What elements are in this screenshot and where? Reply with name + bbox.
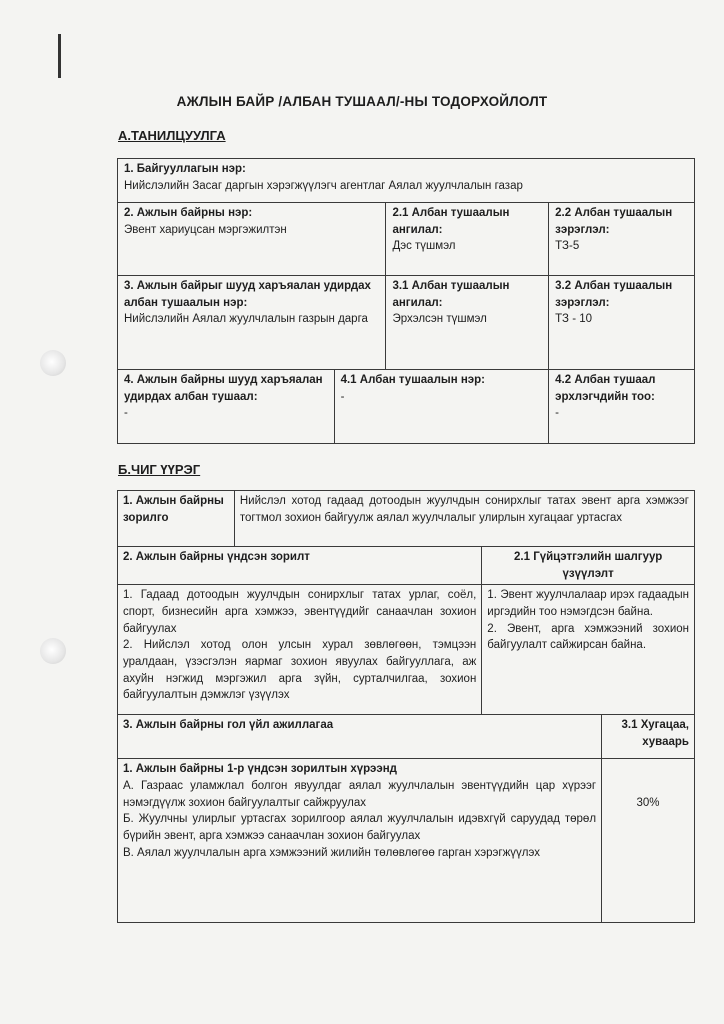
goal-item: 2. Нийслэл хотод олон улсын хурал зөвлөгөөн, тэмцээн уралдаан, үзэсгэлэн яармаг зохион явуулах байгууллага, аж ахуйн нэгжид мэргэжил арга зүйн, сурталчилгаа, зохион байгуулалтын дэмжлэг үзүүлэх — [123, 639, 477, 702]
document-title: АЖЛЫН БАЙР /АЛБАН ТУШААЛ/-НЫ ТОДОРХОЙЛОЛТ — [176, 94, 548, 109]
job-label: 2. Ажлын байрны нэр: — [124, 207, 253, 219]
punch-hole — [40, 638, 66, 664]
section-a-heading: А.ТАНИЛЦУУЛГА — [118, 128, 226, 143]
rank22-value: ТЗ-5 — [555, 240, 580, 253]
binder-mark — [58, 34, 61, 78]
org-label: 1. Байгууллагын нэр: — [124, 163, 246, 175]
criteria-label: 2.1 Гүйцэтгэлийн шалгуур үзүүлэлт — [482, 547, 695, 585]
count42-label: 4.2 Албан тушаал эрхлэгчдийн тоо: — [555, 374, 656, 403]
rank22-label: 2.2 Албан тушаалын зэрэглэл: — [555, 207, 673, 236]
time-label: 3.1 Хугацаа, хуваарь — [602, 715, 695, 759]
org-value: Нийслэлийн Засаг даргын хэрэгжүүлэгч агентлаг Аялал жуулчлалын газар — [124, 179, 523, 192]
rank22-cell — [549, 203, 695, 276]
activity-cell — [118, 759, 602, 923]
sub-value: - — [124, 407, 128, 420]
time-cell — [602, 759, 695, 923]
intro-table — [117, 158, 695, 444]
cat21-value: Дэс түшмэл — [392, 240, 456, 253]
purpose-value: Нийслэл хотод гадаад дотоодын жуулчдын сонирхлыг татах эвент арга хэмжээг тогтмол зохион байгуулж аялал жуулчлалыг улирлын хугацааг уртасгах — [234, 491, 694, 547]
punch-hole — [40, 350, 66, 376]
sub-cell — [118, 370, 335, 444]
pos41-cell — [334, 370, 549, 444]
pos41-label: 4.1 Албан тушаалын нэр: — [340, 374, 485, 386]
goals-cell — [118, 585, 482, 715]
sup-cell — [118, 276, 386, 370]
criteria-item: 2. Эвент, арга хэмжээний зохион байгуулалт сайжирсан байна. — [487, 622, 689, 652]
duties-table — [117, 490, 695, 923]
activity-item: В. Аялал жуулчлалын арга хэмжээний жилийн төлөвлөгөө гарган хэрэгжүүлэх — [123, 846, 540, 859]
cat31-cell — [386, 276, 549, 370]
time-value: 30% — [636, 797, 660, 810]
activity-label: 3. Ажлын байрны гол үйл ажиллагаа — [118, 715, 602, 759]
job-value: Эвент хариуцсан мэргэжилтэн — [124, 223, 287, 236]
rank32-value: ТЗ - 10 — [555, 313, 593, 326]
cat21-label: 2.1 Албан тушаалын ангилал: — [392, 207, 510, 236]
goal-item: 1. Гадаад дотоодын жуулчдын сонирхлыг татах урлаг, соёл, спорт, бизнесийн арга хэмжээ, эвентүүдийг санаачлан зохион байгуулах — [123, 589, 477, 635]
pos41-value: - — [340, 390, 345, 403]
org-cell — [118, 159, 695, 203]
count42-cell — [549, 370, 695, 444]
cat21-cell — [386, 203, 549, 276]
activity-item: А. Газраас уламжлал болгон явуулдаг аялал жуулчлалын эвентүүдийн цар хүрээг нэмэгдүүлж зохион байгуулалтыг сайжруулах — [123, 780, 597, 809]
sup-value: Нийслэлийн Аялал жуулчлалын газрын дарга — [124, 313, 368, 326]
cat31-value: Эрхэлсэн түшмэл — [392, 313, 487, 326]
sup-label: 3. Ажлын байрыг шууд харъяалан удирдах албан тушаалын нэр: — [124, 280, 371, 309]
section-b-heading: Б.ЧИГ ҮҮРЭГ — [118, 462, 201, 477]
count42-value: - — [555, 407, 559, 420]
sub-label: 4. Ажлын байрны шууд харъяалан удирдах албан тушаал: — [124, 374, 323, 403]
criteria-item: 1. Эвент жуулчлалаар ирэх гадаадын иргэдийн тоо нэмэгдсэн байна. — [487, 589, 689, 619]
goal-label: 2. Ажлын байрны үндсэн зорилт — [118, 547, 482, 585]
activity-item: Б. Жуулчны улирлыг уртасгах зорилгоор аялал жуулчлалын идэвхгүй саруудад төрөл бүрийн эвент, арга хэмжээ санаачлан зохион байгуулах — [123, 813, 597, 843]
cat31-label: 3.1 Албан тушаалын ангилал: — [392, 280, 510, 309]
rank32-label: 3.2 Албан тушаалын зэрэглэл: — [555, 280, 673, 309]
activity-subheading: 1. Ажлын байрны 1-р үндсэн зорилтын хүрээнд — [123, 763, 397, 776]
purpose-label: 1. Ажлын байрны зорилго — [118, 491, 235, 547]
job-cell — [118, 203, 386, 276]
criteria-cell — [482, 585, 695, 715]
rank32-cell — [549, 276, 695, 370]
